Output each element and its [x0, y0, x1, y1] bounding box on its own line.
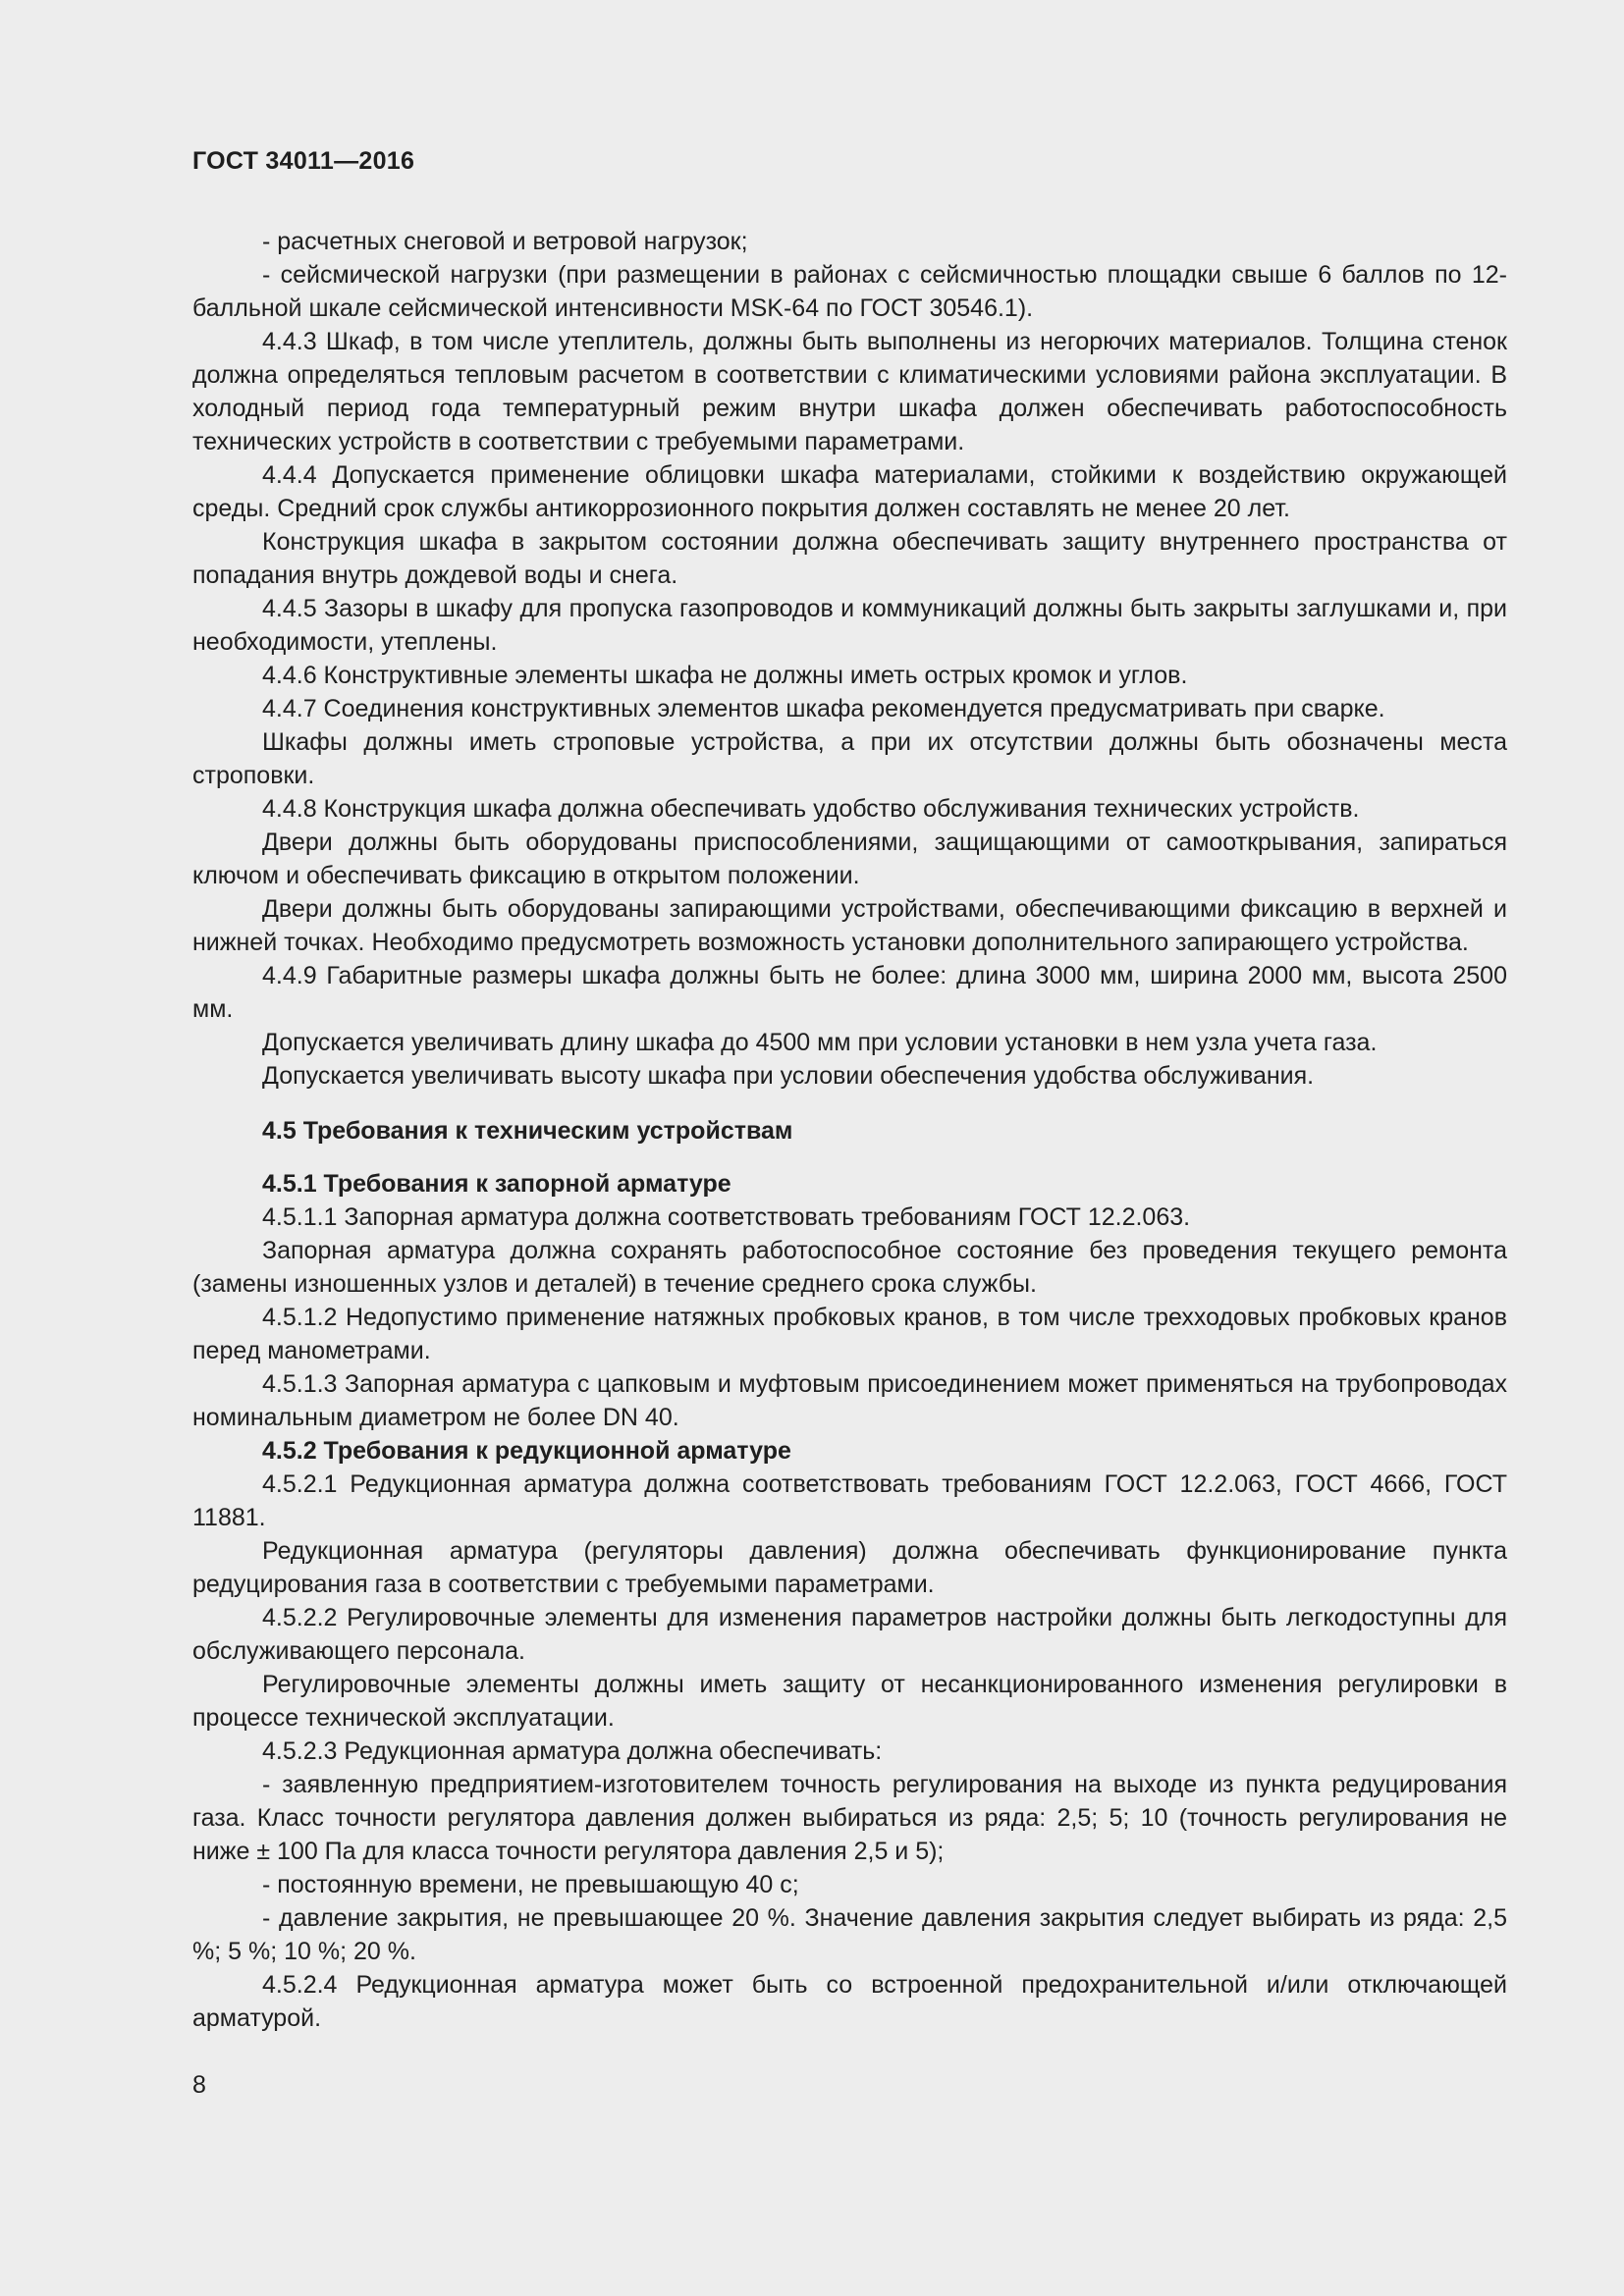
paragraph: 4.5.1.3 Запорная арматура с цапковым и муфтовым присоединением может применяться на трубопроводах номинальным диаметром не более DN 40.: [192, 1370, 1507, 1431]
document-body: [192, 225, 1507, 2035]
paragraph: 4.5.2.1 Редукционная арматура должна соответствовать требованиям ГОСТ 12.2.063, ГОСТ 4666, ГОСТ 11881.: [192, 1470, 1507, 1531]
paragraph: Регулировочные элементы должны иметь защиту от несанкционированного изменения регулировки в процессе технической эксплуатации.: [192, 1671, 1507, 1732]
paragraph: 4.4.7 Соединения конструктивных элементов шкафа рекомендуется предусматривать при сварке.: [262, 695, 1385, 722]
paragraph: Редукционная арматура (регуляторы давления) должна обеспечивать функционирование пункта редуцирования газа в соответствии с требуемыми параметрами.: [192, 1537, 1507, 1598]
paragraph: 4.4.4 Допускается применение облицовки шкафа материалами, стойкими к воздействию окружающей среды. Средний срок службы антикоррозионного покрытия должен составлять не менее 20 лет.: [192, 461, 1507, 522]
paragraph: - расчетных снеговой и ветровой нагрузок;: [262, 228, 748, 255]
paragraph: Допускается увеличивать длину шкафа до 4500 мм при условии установки в нем узла учета газа.: [262, 1029, 1378, 1056]
paragraph: 4.5.2.4 Редукционная арматура может быть со встроенной предохранительной и/или отключающей арматурой.: [192, 1971, 1507, 2032]
section-heading-4-5: 4.5 Требования к техническим устройствам: [262, 1117, 793, 1145]
subsection-heading-4-5-1: 4.5.1 Требования к запорной арматуре: [262, 1170, 731, 1198]
paragraph: - заявленную предприятием-изготовителем точность регулирования на выходе из пункта редуцирования газа. Класс точности регулятора давления должен выбираться из ряда: 2,5; 5; 10 (точность регулирования не ниже ± 100 Па для класса точности регулятора давления 2,5 и 5);: [192, 1771, 1507, 1865]
paragraph: 4.4.6 Конструктивные элементы шкафа не должны иметь острых кромок и углов.: [262, 662, 1188, 689]
paragraph: 4.5.2.2 Регулировочные элементы для изменения параметров настройки должны быть легкодоступны для обслуживающего персонала.: [192, 1604, 1507, 1665]
paragraph: Допускается увеличивать высоту шкафа при условии обеспечения удобства обслуживания.: [262, 1062, 1315, 1090]
paragraph: Шкафы должны иметь строповые устройства, а при их отсутствии должны быть обозначены места строповки.: [192, 728, 1507, 789]
paragraph: Запорная арматура должна сохранять работоспособное состояние без проведения текущего ремонта (замены изношенных узлов и деталей) в течение среднего срока службы.: [192, 1237, 1507, 1298]
paragraph: Двери должны быть оборудованы запирающими устройствами, обеспечивающими фиксацию в верхней и нижней точках. Необходимо предусмотреть возможность установки дополнительного запирающего устройства.: [192, 895, 1507, 956]
paragraph: - сейсмической нагрузки (при размещении в районах с сейсмичностью площадки свыше 6 баллов по 12-балльной шкале сейсмической интенсивности MSK-64 по ГОСТ 30546.1).: [192, 261, 1507, 322]
paragraph: 4.4.9 Габаритные размеры шкафа должны быть не более: длина 3000 мм, ширина 2000 мм, высота 2500 мм.: [192, 962, 1507, 1023]
paragraph: 4.5.1.2 Недопустимо применение натяжных пробковых кранов, в том числе трехходовых пробковых кранов перед манометрами.: [192, 1304, 1507, 1364]
paragraph: Двери должны быть оборудованы приспособлениями, защищающими от самооткрывания, запираться ключом и обеспечивать фиксацию в открытом положении.: [192, 828, 1507, 889]
paragraph: 4.5.2.3 Редукционная арматура должна обеспечивать:: [262, 1737, 883, 1765]
paragraph: 4.4.3 Шкаф, в том числе утеплитель, должны быть выполнены из негорючих материалов. Толщина стенок должна определяться тепловым расчетом в соответствии с климатическими условиями района эксплуатации. В холодный период года температурный режим внутри шкафа должен обеспечивать работоспособность технических устройств в соответствии с требуемыми параметрами.: [192, 328, 1507, 455]
paragraph: 4.4.8 Конструкция шкафа должна обеспечивать удобство обслуживания технических устройств.: [262, 795, 1360, 823]
paragraph: 4.5.1.1 Запорная арматура должна соответствовать требованиям ГОСТ 12.2.063.: [262, 1203, 1191, 1231]
paragraph: - постоянную времени, не превышающую 40 с;: [262, 1871, 799, 1898]
paragraph: Конструкция шкафа в закрытом состоянии должна обеспечивать защиту внутреннего пространства от попадания внутрь дождевой воды и снега.: [192, 528, 1507, 589]
paragraph: - давление закрытия, не превышающее 20 %. Значение давления закрытия следует выбирать из ряда: 2,5 %; 5 %; 10 %; 20 %.: [192, 1904, 1507, 1965]
document-header: ГОСТ 34011—2016: [192, 147, 415, 175]
page-number: 8: [192, 2071, 206, 2099]
subsection-heading-4-5-2: 4.5.2 Требования к редукционной арматуре: [262, 1437, 791, 1465]
paragraph: 4.4.5 Зазоры в шкафу для пропуска газопроводов и коммуникаций должны быть закрыты заглушками и, при необходимости, утеплены.: [192, 595, 1507, 656]
